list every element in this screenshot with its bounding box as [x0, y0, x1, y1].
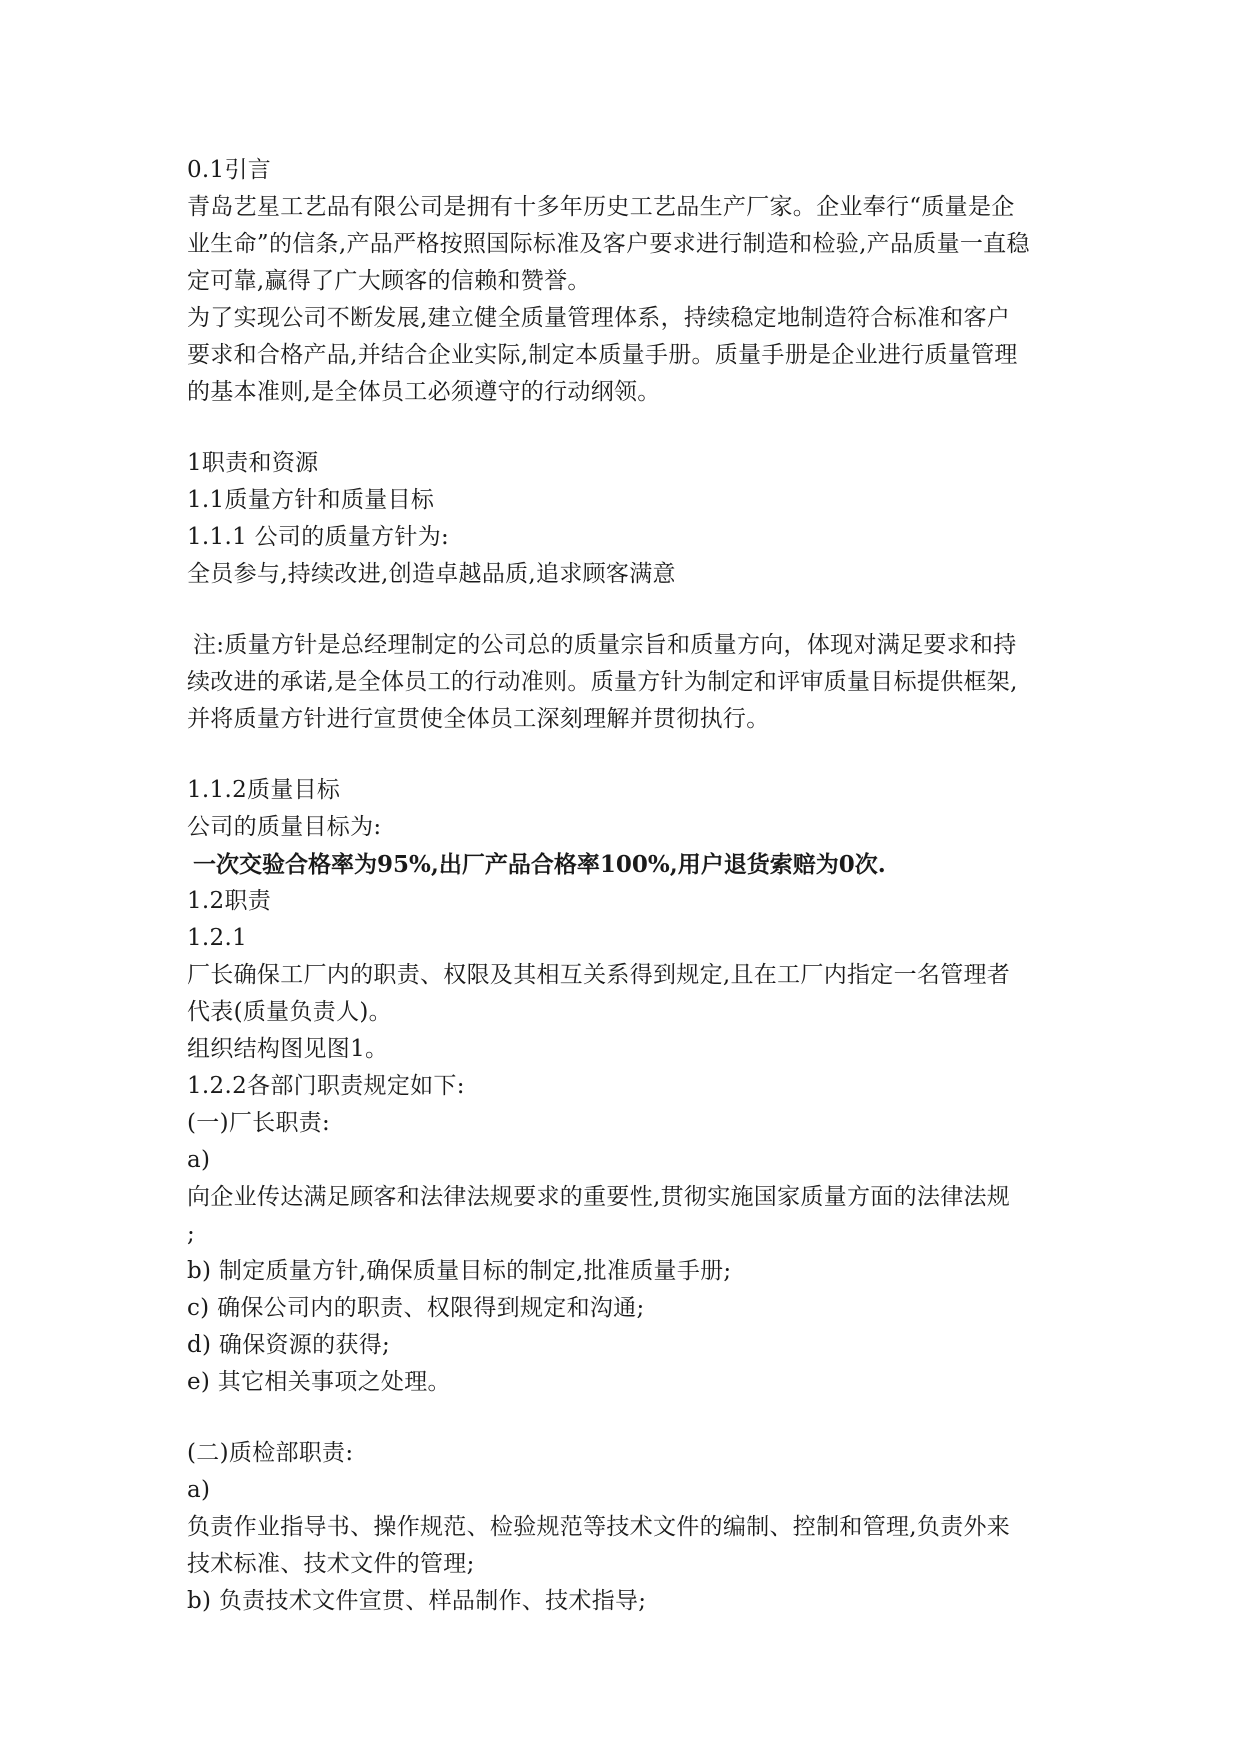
paragraph-line: 定可靠,赢得了广大顾客的信赖和赞誉。 — [187, 268, 591, 294]
list-heading: (一)厂长职责: — [187, 1110, 331, 1136]
note-line: 续改进的承诺,是全体员工的行动准则。质量方针为制定和评审质量目标提供框架, — [187, 669, 1018, 695]
subsection-heading: 1.2.2各部门职责规定如下: — [187, 1073, 465, 1099]
list-item: 技术标准、技术文件的管理; — [187, 1551, 475, 1577]
list-item-label: a) — [187, 1147, 211, 1173]
paragraph-line: 公司的质量目标为: — [187, 814, 382, 840]
blank-line — [187, 593, 1087, 627]
paragraph-line: 的基本准则,是全体员工必须遵守的行动纲领。 — [187, 379, 661, 405]
quality-objective-text: 一次交验合格率为95%,出厂产品合格率100%,用户退货索赔为0次. — [193, 851, 886, 878]
list-item: e) 其它相关事项之处理。 — [187, 1369, 451, 1395]
paragraph-line: 代表(质量负责人)。 — [187, 999, 392, 1025]
list-item: 负责作业指导书、操作规范、检验规范等技术文件的编制、控制和管理,负责外来 — [187, 1514, 1011, 1540]
list-item: d) 确保资源的获得; — [187, 1332, 391, 1358]
quality-policy-text: 全员参与,持续改进,创造卓越品质,追求顾客满意 — [187, 561, 676, 587]
blank-line — [187, 411, 1087, 445]
subsection-heading: 1.2职责 — [187, 888, 272, 914]
section-heading-responsibilities: 1职责和资源 — [187, 450, 319, 476]
list-item-label: a) — [187, 1477, 211, 1503]
list-item: b) 制定质量方针,确保质量目标的制定,批准质量手册; — [187, 1258, 732, 1284]
note-line: 并将质量方针进行宣贯使全体员工深刻理解并贯彻执行。 — [187, 706, 770, 732]
list-item: b) 负责技术文件宣贯、样品制作、技术指导; — [187, 1588, 647, 1614]
list-item: ; — [187, 1221, 196, 1247]
paragraph-line: 厂长确保工厂内的职责、权限及其相互关系得到规定,且在工厂内指定一名管理者 — [187, 962, 1011, 988]
subsection-heading: 1.1.1 公司的质量方针为: — [187, 524, 450, 550]
paragraph-line: 要求和合格产品,并结合企业实际,制定本质量手册。质量手册是企业进行质量管理 — [187, 342, 1018, 368]
subsection-heading: 1.1.2质量目标 — [187, 777, 341, 803]
paragraph-line: 业生命”的信条,产品严格按照国际标准及客户要求进行制造和检验,产品质量一直稳 — [187, 231, 1030, 257]
document-body — [187, 152, 1087, 1620]
list-heading: (二)质检部职责: — [187, 1440, 354, 1466]
section-heading-introduction: 0.1引言 — [187, 157, 272, 183]
list-item: c) 确保公司内的职责、权限得到规定和沟通; — [187, 1295, 645, 1321]
note-line: 注:质量方针是总经理制定的公司总的质量宗旨和质量方向，体现对满足要求和持 — [193, 632, 1017, 658]
blank-line — [187, 1401, 1087, 1435]
paragraph-line: 组织结构图见图1。 — [187, 1036, 389, 1062]
blank-line — [187, 738, 1087, 772]
subsection-heading: 1.2.1 — [187, 925, 248, 951]
paragraph-line: 青岛艺星工艺品有限公司是拥有十多年历史工艺品生产厂家。企业奉行“质量是企 — [187, 194, 1015, 220]
subsection-heading: 1.1质量方针和质量目标 — [187, 487, 435, 513]
paragraph-line: 为了实现公司不断发展,建立健全质量管理体系，持续稳定地制造符合标准和客户 — [187, 305, 1011, 331]
list-item: 向企业传达满足顾客和法律法规要求的重要性,贯彻实施国家质量方面的法律法规 — [187, 1184, 1011, 1210]
